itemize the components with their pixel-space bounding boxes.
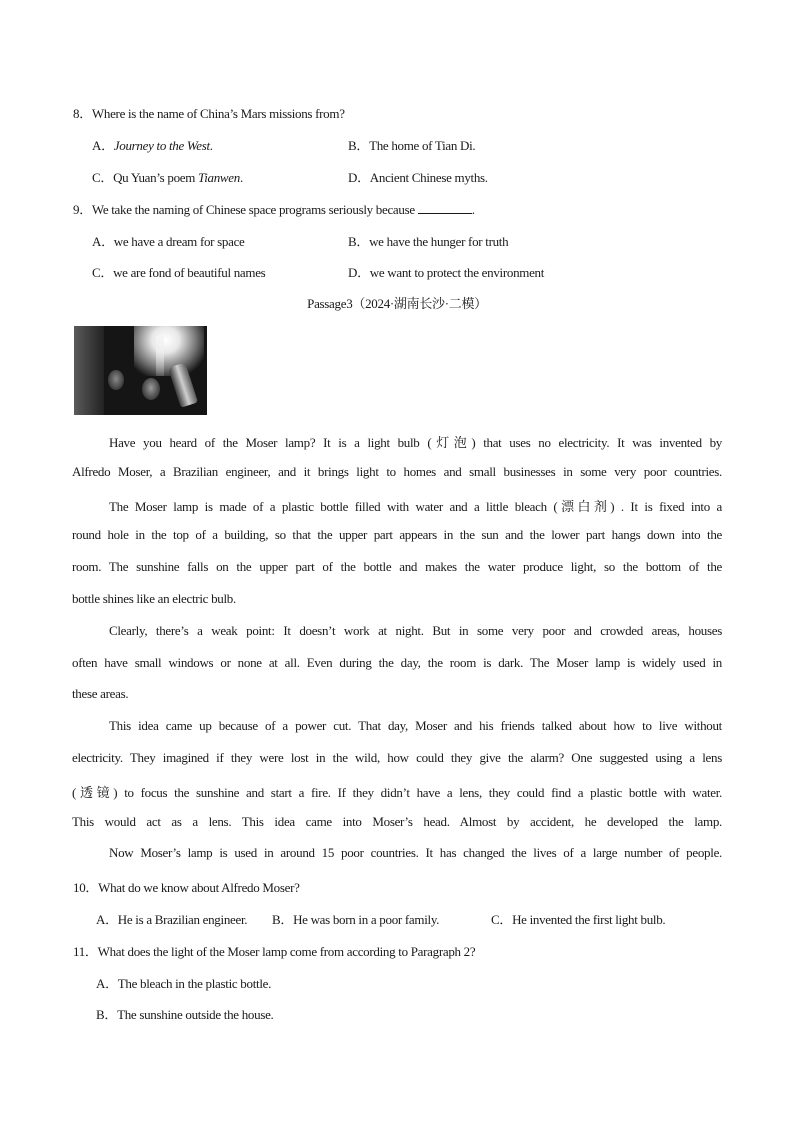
paragraph-3-line-1: Clearly, there’s a weak point: It doesn’t work at night. But in some very poor and crowded areas, houses xyxy=(109,623,722,638)
paragraph-2-line-3: room. The sunshine falls on the upper part of the bottle and makes the water produce light, so the bottom of the xyxy=(72,559,722,574)
question-8-option-a xyxy=(92,135,213,154)
option-c-title: Tianwen xyxy=(198,170,240,185)
paragraph-5-line-1: Now Moser’s lamp is used in around 15 poor countries. It has changed the lives of a large number of people. xyxy=(109,845,722,860)
question-10-option-c: C．He invented the first light bulb. xyxy=(491,912,666,927)
question-9-option-c: C．we are fond of beautiful names xyxy=(92,265,266,280)
question-10-option-a: A．He is a Brazilian engineer. xyxy=(96,912,248,927)
question-9-stem xyxy=(73,199,475,218)
question-9-option-d: D．we want to protect the environment xyxy=(348,265,545,280)
question-9-stem-text: 9．We take the naming of Chinese space programs seriously because xyxy=(73,202,418,217)
paragraph-4-line-2: electricity. They imagined if they were lost in the wild, how could they give the alarm? One suggested using a lens xyxy=(72,750,722,765)
paragraph-4-line-4: This would act as a lens. This idea came into Moser’s head. Almost by accident, he developed the lamp. xyxy=(72,814,722,829)
paragraph-2-line-2: round hole in the top of a building, so that the upper part appears in the sun and the lower part hangs down into the xyxy=(72,527,722,542)
option-c-prefix: C．Qu Yuan’s poem xyxy=(92,170,198,185)
option-a-suffix: . xyxy=(209,138,213,153)
question-8-option-d: D．Ancient Chinese myths. xyxy=(348,170,488,185)
question-8-option-c xyxy=(92,167,243,186)
question-9-option-b: B．we have the hunger for truth xyxy=(348,234,509,249)
question-8-option-b: B．The home of Tian Di. xyxy=(348,138,476,153)
moser-lamp-photo xyxy=(74,326,207,415)
photo-light-beam xyxy=(156,336,164,376)
photo-person-1 xyxy=(108,370,124,390)
question-9-option-a: A．we have a dream for space xyxy=(92,234,245,249)
option-c-suffix: . xyxy=(239,170,243,185)
question-11-option-b: B．The sunshine outside the house. xyxy=(96,1007,274,1022)
answer-blank xyxy=(418,202,472,214)
paragraph-2-line-1: The Moser lamp is made of a plastic bottle filled with water and a little bleach (漂白剂) . It is fixed into a xyxy=(109,499,722,514)
option-a-title: Journey to the West xyxy=(113,138,210,153)
question-11-stem: 11．What does the light of the Moser lamp come from according to Paragraph 2? xyxy=(73,944,476,959)
option-a-prefix: A． xyxy=(92,138,114,153)
question-8-stem: 8．Where is the name of China’s Mars missions from? xyxy=(73,106,345,121)
question-10-stem: 10．What do we know about Alfredo Moser? xyxy=(73,880,300,895)
paragraph-4-line-1: This idea came up because of a power cut. That day, Moser and his friends talked about how to live without xyxy=(109,718,722,733)
photo-wall xyxy=(74,326,104,415)
question-11-option-a: A．The bleach in the plastic bottle. xyxy=(96,976,272,991)
photo-person-2 xyxy=(142,378,160,400)
paragraph-4-line-3: (透镜) to focus the sunshine and start a fire. If they didn’t have a lens, they could find a plastic bottle with water. xyxy=(72,785,722,800)
paragraph-1-line-1: Have you heard of the Moser lamp? It is a light bulb (灯泡) that uses no electricity. It was invented by xyxy=(109,435,722,450)
paragraph-2-line-4: bottle shines like an electric bulb. xyxy=(72,591,236,606)
paragraph-1-line-2: Alfredo Moser, a Brazilian engineer, and it brings light to homes and small businesses in some very poor countries. xyxy=(72,464,722,479)
question-10-option-b: B．He was born in a poor family. xyxy=(272,912,440,927)
question-9-stem-end: . xyxy=(471,202,475,217)
paragraph-3-line-3: these areas. xyxy=(72,686,129,701)
passage-title: Passage3（2024·湖南长沙·二模） xyxy=(307,296,487,311)
paragraph-3-line-2: often have small windows or none at all. Even during the day, the room is dark. The Moser lamp is widely used in xyxy=(72,655,722,670)
